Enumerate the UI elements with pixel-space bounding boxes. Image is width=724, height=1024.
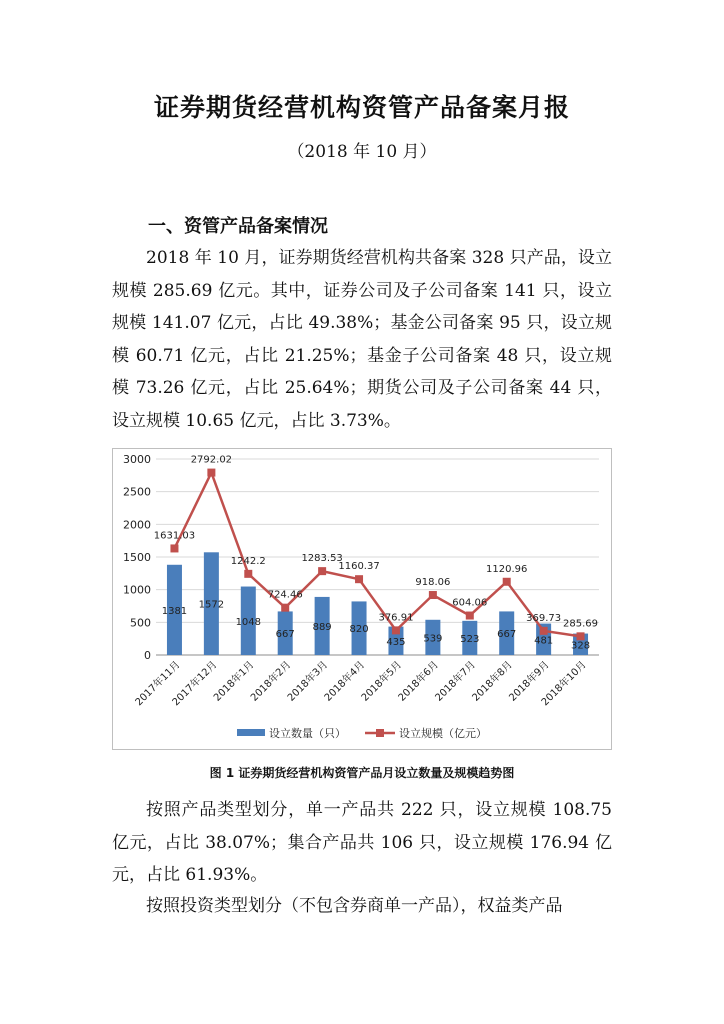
line-point (318, 567, 326, 575)
line-value-label: 2792.02 (190, 454, 233, 466)
line-value-label: 724.46 (267, 589, 303, 601)
document-subtitle: （2018 年 10 月） (287, 142, 437, 162)
line-point (392, 626, 400, 634)
x-tick-label: 2018年8月 (470, 659, 515, 704)
x-tick-label: 2018年9月 (507, 659, 552, 704)
bar-value-label: 435 (386, 636, 406, 648)
bar-value-label: 667 (497, 629, 517, 641)
paragraph-product-type-text: 按照产品类型划分，单一产品共 222 只，设立规模 108.75 亿元，占比 38.07%；集合产品共 106 只，设立规模 176.94 亿元，占比 61.93%。 (112, 800, 612, 885)
document-title: 证券期货经营机构资管产品备案月报 (153, 93, 570, 122)
bar-value-label: 328 (570, 640, 591, 652)
y-tick-label: 2000 (123, 518, 151, 532)
bar-value-label: 523 (460, 633, 480, 645)
trend-chart (112, 448, 612, 750)
paragraph-summary (112, 242, 612, 437)
bar-value-label: 1048 (235, 616, 262, 628)
x-tick-label: 2018年10月 (539, 659, 589, 709)
x-tick-label: 2018年3月 (285, 659, 331, 704)
line-point (429, 591, 437, 599)
legend-bar-swatch (237, 729, 265, 736)
y-tick-label: 500 (130, 616, 151, 630)
paragraph-summary-text: 2018 年 10 月，证券期货经营机构共备案 328 只产品，设立规模 285.69 亿元。其中，证券公司及子公司备案 141 只，设立规模 141.07 亿元，占比 49.38%；基金公司备案 95 只，设立规模 60.71 亿元，占比 21.25%；基金子公司备案 48 只，设立规模 73.26 亿元，占比 25.64%；期货公司及子公司备案 44 只，设立规模 10.65 亿元，占比 3.73%。 (112, 248, 612, 431)
legend-line-label: 设立规模（亿元） (399, 727, 487, 740)
line-point (466, 612, 474, 620)
y-tick-label: 2500 (123, 485, 151, 499)
paragraph-investment-type-text: 按照投资类型划分（不包含券商单一产品），权益类产品 (146, 896, 563, 916)
line-value-label: 376.91 (378, 612, 414, 624)
line-value-label: 1160.37 (338, 561, 380, 573)
bar-value-label: 820 (349, 624, 369, 636)
x-tick-label: 2017年12月 (170, 659, 220, 709)
line-point (503, 578, 511, 586)
line-point (244, 570, 252, 578)
line-point (170, 544, 178, 552)
paragraph-product-type (112, 794, 612, 892)
bar-value-label: 1381 (161, 605, 188, 617)
x-tick-label: 2018年2月 (248, 659, 294, 704)
bar-value-label: 481 (534, 635, 554, 647)
paragraph-investment-type (112, 890, 612, 923)
bar-value-label: 889 (312, 621, 332, 633)
line-value-label: 1242.2 (230, 555, 266, 567)
bar-value-label: 1572 (198, 599, 225, 611)
line-value-label: 369.73 (526, 612, 562, 624)
bar-value-label: 539 (423, 633, 443, 645)
trend-chart-svg (113, 449, 611, 749)
line-point (207, 469, 215, 477)
section-heading: 一、资管产品备案情况 (148, 216, 328, 237)
figure-caption: 图 1 证券期货经营机构资管产品月设立数量及规模趋势图 (209, 766, 515, 780)
line-point (540, 627, 548, 635)
line-value-label: 285.69 (563, 618, 599, 630)
y-tick-label: 1500 (123, 551, 151, 564)
y-tick-label: 1000 (123, 583, 151, 597)
line-point (577, 632, 585, 640)
legend-bar-label: 设立数量（只） (269, 727, 346, 740)
y-tick-label: 0 (144, 649, 151, 662)
line-value-label: 1120.96 (486, 563, 528, 575)
x-tick-label: 2018年7月 (433, 659, 478, 704)
x-tick-label: 2018年4月 (322, 659, 368, 704)
line-value-label: 604.06 (452, 597, 488, 609)
x-tick-label: 2017年11月 (133, 659, 183, 709)
line-point (355, 575, 363, 583)
line-value-label: 1631.03 (153, 530, 196, 542)
y-tick-label: 3000 (123, 453, 151, 466)
x-tick-label: 2018年5月 (359, 659, 405, 704)
x-tick-label: 2018年1月 (211, 659, 257, 704)
legend-line-marker (376, 729, 384, 737)
line-value-label: 918.06 (415, 577, 451, 589)
x-tick-label: 2018年6月 (396, 659, 441, 704)
bar-value-label: 667 (275, 629, 295, 641)
line-point (281, 604, 289, 612)
line-value-label: 1283.53 (301, 553, 343, 565)
